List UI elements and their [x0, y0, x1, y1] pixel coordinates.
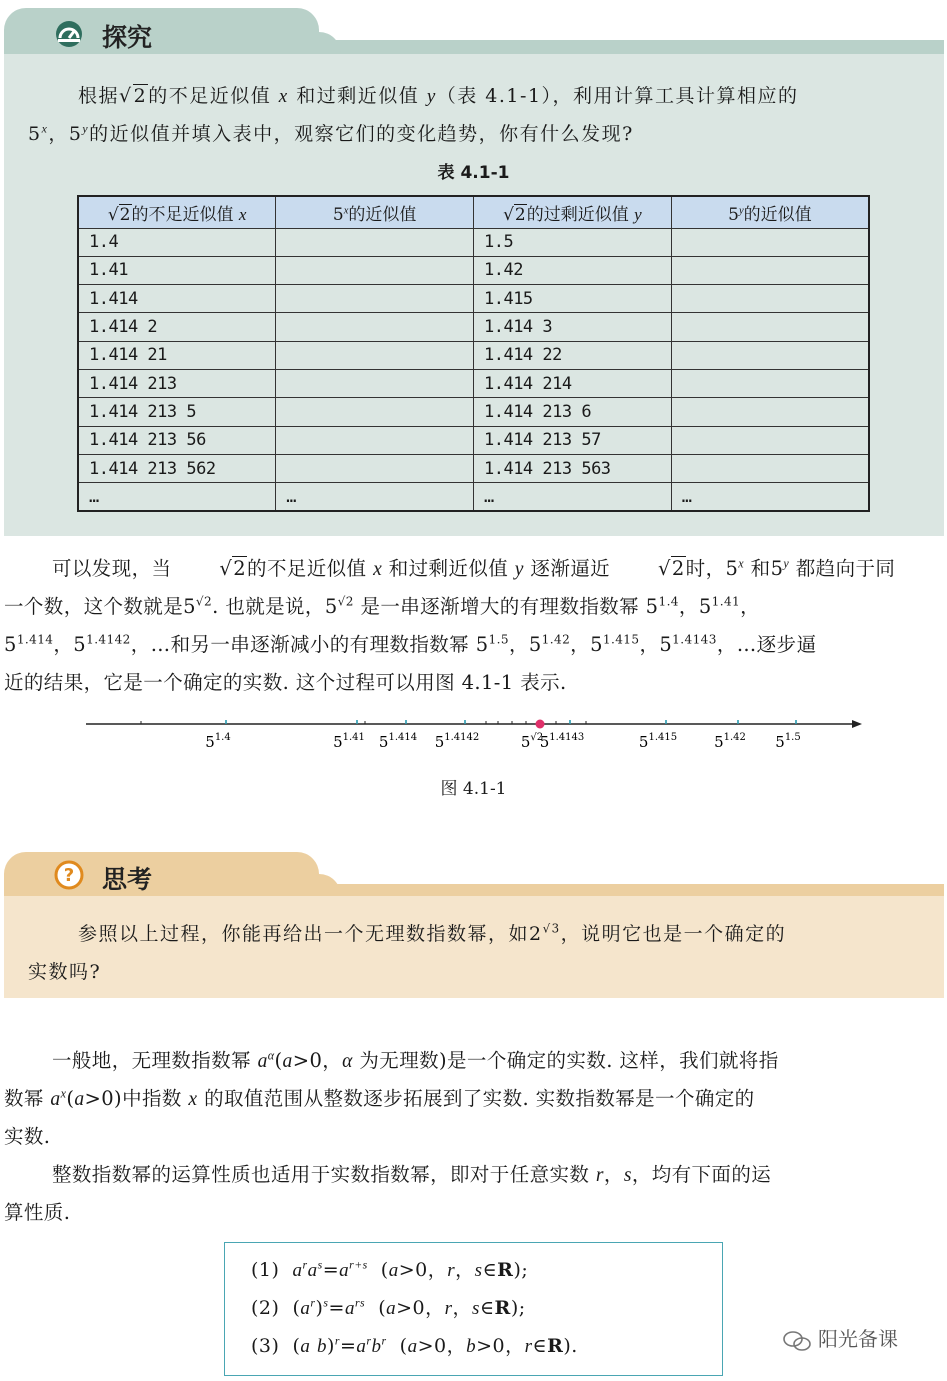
increasing-powers-b: $5^{1.414}$，$5^{1.4142}$ [4, 632, 131, 656]
table-cell: … [78, 483, 276, 511]
table-cell [276, 398, 474, 426]
sqrt2-point [536, 720, 545, 729]
table-cell: 1.414 214 [473, 369, 671, 397]
table-row [78, 426, 869, 454]
increasing-powers-a: $5^{1.4}$，$5^{1.41}$， [645, 594, 761, 618]
tick-label: $5^{1.41}$ [333, 732, 365, 751]
header-sqrt2-lower: √2的不足近似值 x [78, 196, 276, 228]
table-cell: 1.414 213 6 [473, 398, 671, 426]
figure-caption: 图 4.1-1 [440, 779, 507, 799]
table-cell: 1.4 [78, 228, 276, 256]
para1-line2: 一个数，这个数就是$5^{√2}$. 也就是说，$5^{√2}$ 是一串逐渐增大的有理数指数幂 $5^{1.4}$，$5^{1.41}$， [4, 594, 761, 618]
tick-label: $5^{1.414}$ [378, 732, 418, 751]
explore-question-line1: 根据√2的不足近似值 x 和过剩近似值 y（表 4.1-1），利用计算工具计算相应的 [28, 76, 923, 117]
table-cell [276, 285, 474, 313]
table-cell: 1.414 22 [473, 341, 671, 369]
table-cell [671, 256, 869, 284]
table-cell [671, 426, 869, 454]
question-icon [52, 860, 86, 890]
table-cell: 1.414 2 [78, 313, 276, 341]
power-term: $5^{1.4143}$ [659, 632, 717, 656]
number-line-figure [86, 712, 862, 762]
formula-2: (2) $(a^r)^s=a^{rs}$ (a>0，r，s∈R); [251, 1296, 526, 1319]
tick-label: $5^{1.5}$ [775, 732, 801, 751]
power-term: $5^{1.414}$ [4, 632, 54, 656]
table-row [78, 228, 869, 256]
tick-label: $5^{1.4143}$ [539, 732, 585, 751]
table-cell [276, 228, 474, 256]
table-cell: 1.5 [473, 228, 671, 256]
think-line1: 参照以上过程，你能再给出一个无理数指数幂，如$2^{√3}$，说明它也是一个确定的 [78, 921, 787, 945]
para1-line4: 近的结果，它是一个确定的实数. 这个过程可以用图 4.1-1 表示. [4, 671, 567, 694]
table-cell [671, 398, 869, 426]
power-term: $5^{1.41}$ [698, 594, 741, 618]
table-header-row [78, 196, 869, 228]
table-cell [276, 256, 474, 284]
think-line2: 实数吗? [28, 961, 102, 983]
table-cell: 1.41 [78, 256, 276, 284]
para2-line4: 整数指数幂的运算性质也适用于实数指数幂，即对于任意实数 r，s，均有下面的运 [52, 1163, 772, 1186]
formula-box [224, 1242, 723, 1376]
table-cell [671, 285, 869, 313]
table-cell: 1.414 213 562 [78, 454, 276, 482]
svg-text:?: ? [63, 865, 75, 886]
table-cell: 1.415 [473, 285, 671, 313]
table-row [78, 454, 869, 482]
tick-label: $5^{√2}$ [520, 732, 544, 751]
wechat-icon [782, 1330, 812, 1352]
decreasing-powers: $5^{1.5}$，$5^{1.42}$，$5^{1.415}$，$5^{1.4143}$ [475, 632, 717, 656]
para1-line3: $5^{1.414}$，$5^{1.4142}$，…和另一串逐渐减小的有理数指数幂 $5^{1.5}$，$5^{1.42}$，$5^{1.415}$，$5^{1.4143}$，…逐步逼 [4, 632, 817, 656]
power-term: $5^{1.5}$ [475, 632, 509, 656]
table-cell [276, 313, 474, 341]
think-tab [4, 852, 319, 896]
table-cell: … [276, 483, 474, 511]
table-cell: 1.414 [78, 285, 276, 313]
para2-line3: 实数. [4, 1125, 51, 1148]
header-sqrt2-upper: √2的过剩近似值 y [473, 196, 671, 228]
header-5y: 5$^y$的近似值 [671, 196, 869, 228]
table-row [78, 285, 869, 313]
explore-gauge-icon [52, 18, 86, 48]
formula-1: (1) $a^ra^s=a^{r+s}$ (a>0，r，s∈R); [251, 1258, 529, 1281]
table-cell: … [473, 483, 671, 511]
para2-line1: 一般地，无理数指数幂 $a^\alpha(a>0$，α 为无理数)是一个确定的实数. 这样，我们就将指 [52, 1048, 779, 1072]
table-cell [671, 369, 869, 397]
table-row [78, 256, 869, 284]
table-cell: 1.414 213 [78, 369, 276, 397]
table-cell [276, 426, 474, 454]
tick-label: $5^{1.4}$ [205, 732, 231, 751]
explore-tab [4, 8, 319, 54]
table-cell: 1.414 213 563 [473, 454, 671, 482]
formula-3: (3) (a $b)^r=a^rb^r$ (a>0，b>0，r∈R). [251, 1334, 578, 1357]
header-5x: 5$^x$的近似值 [276, 196, 474, 228]
table-cell [276, 454, 474, 482]
table-cell [671, 313, 869, 341]
power-term: $5^{1.4142}$ [73, 632, 131, 656]
table-cell: 1.414 21 [78, 341, 276, 369]
sqrt2: √2 [119, 85, 148, 107]
para2-line2: 数幂 $a^x(a>0)$中指数 x 的取值范围从整数逐步拓展到了实数. 实数指数幂是一个确定的 [4, 1086, 755, 1110]
table-cell [671, 341, 869, 369]
table-cell [276, 369, 474, 397]
table-cell: 1.42 [473, 256, 671, 284]
power-term: $5^{1.42}$ [528, 632, 571, 656]
para2-line5: 算性质. [4, 1201, 71, 1224]
think-title: 思考 [102, 865, 153, 894]
table-cell [671, 454, 869, 482]
tick-label: $5^{1.415}$ [638, 732, 678, 751]
table-cell: 1.414 213 57 [473, 426, 671, 454]
tick-label: $5^{1.42}$ [714, 732, 746, 751]
table-row [78, 313, 869, 341]
watermark: 阳光备课 [782, 1323, 898, 1352]
para1-line1: 可以发现，当 √2的不足近似值 x 和过剩近似值 y 逐渐逼近 √2时，5$^x$ 和5$^y$ 都趋向于同 [52, 556, 896, 580]
table-cell: 1.414 213 56 [78, 426, 276, 454]
table-caption: 表 4.1-1 [437, 163, 510, 183]
explore-title: 探究 [102, 23, 153, 52]
tick-label: $5^{1.4142}$ [434, 732, 480, 751]
power-term: $5^{1.415}$ [590, 632, 640, 656]
number-line-arrow [852, 720, 862, 728]
table-cell [276, 341, 474, 369]
table-cell: 1.414 213 5 [78, 398, 276, 426]
table-row [78, 398, 869, 426]
table-row [78, 483, 869, 511]
table-row [78, 369, 869, 397]
table-cell: … [671, 483, 869, 511]
table-cell: 1.414 3 [473, 313, 671, 341]
power-term: $5^{1.4}$ [645, 594, 679, 618]
approximation-table [77, 195, 870, 512]
explore-question-line2: 5$^x$，5$^y$的近似值并填入表中，观察它们的变化趋势，你有什么发现? [28, 122, 634, 145]
table-row [78, 341, 869, 369]
table-cell [671, 228, 869, 256]
